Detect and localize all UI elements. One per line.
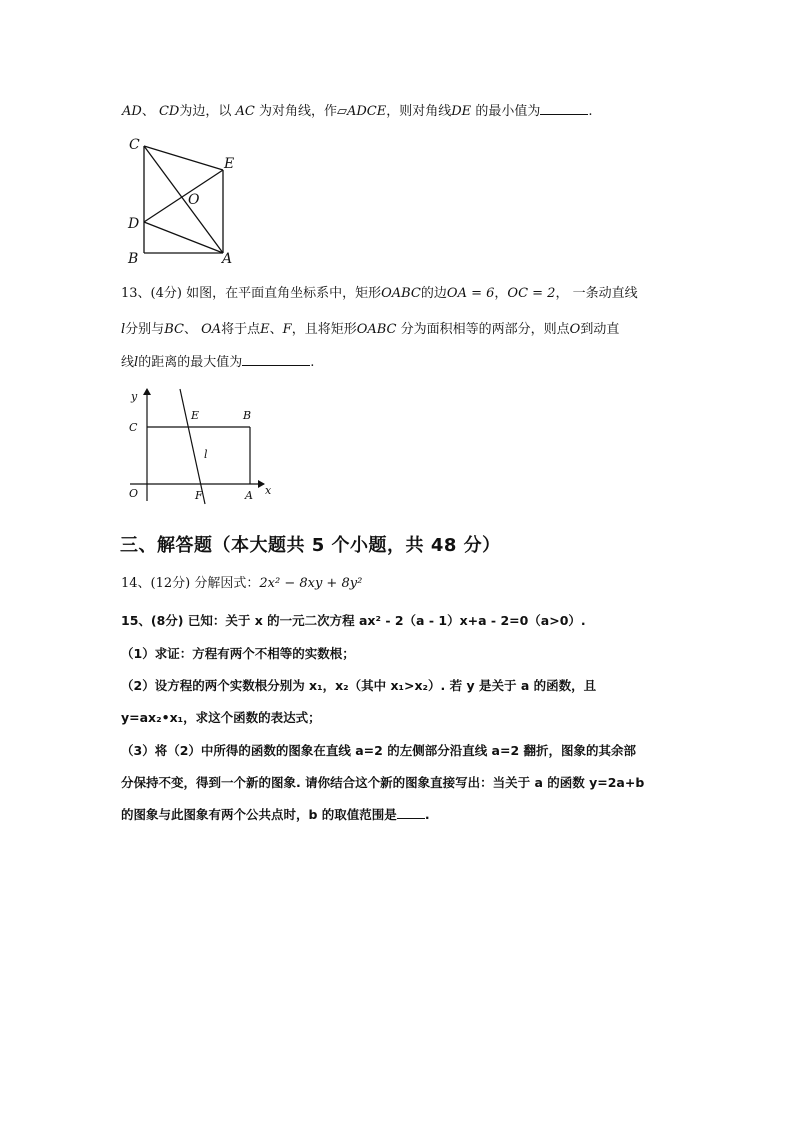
text: 、 xyxy=(183,322,197,337)
math-OA: OA = 6 xyxy=(446,286,495,301)
math-O: O xyxy=(569,322,581,337)
section-heading: 三、解答题（本大题共 5 个小题，共 48 分） xyxy=(120,535,501,556)
math-F: F xyxy=(282,322,292,337)
q15-line-2: （1）求证：方程有两个不相等的实数根； xyxy=(121,646,355,661)
q15-line-6: 分保持不变，得到一个新的图象. 请你结合这个新的图象直接写出：当关于 a 的函数 y=2a+b xyxy=(121,775,645,790)
math-OABC: OABC xyxy=(381,286,421,301)
text: 将于点 xyxy=(221,322,261,337)
q15-line-5: （3）将（2）中所得的函数的图象在直线 a=2 的左侧部分沿直线 a=2 翻折，图象的其余部 xyxy=(121,743,637,758)
answer-blank xyxy=(540,101,588,115)
text: ，且将矩形 xyxy=(291,322,357,337)
text: 的图象与此图象有两个公共点时，b 的取值范围是 xyxy=(121,807,397,822)
math-AC: AC xyxy=(235,104,255,119)
answer-blank xyxy=(242,352,310,366)
label-F: F xyxy=(195,489,203,502)
text: 、 xyxy=(269,322,283,337)
q14-expression: 2x² − 8xy + 8y² xyxy=(259,576,363,591)
q14-line xyxy=(121,574,362,594)
label-l: l xyxy=(204,448,208,461)
label-y: y xyxy=(131,390,138,403)
q14-prefix: 14、(12分) 分解因式： xyxy=(121,576,260,591)
q15-line-3: （2）设方程的两个实数根分别为 x₁，x₂（其中 x₁>x₂）. 若 y 是关于 a 的函数，且 xyxy=(121,678,597,693)
text: 到动直 xyxy=(580,322,620,337)
line-CE xyxy=(144,146,223,170)
label-E: E xyxy=(191,409,200,422)
text: 分为面积相等的两部分，则点 xyxy=(400,322,570,337)
math-OC: OC = 2 xyxy=(507,286,556,301)
label-C: C xyxy=(129,421,138,434)
sep: 、 xyxy=(141,104,155,119)
period: . xyxy=(588,104,593,119)
label-O: O xyxy=(129,487,139,500)
math-E: E xyxy=(260,322,270,337)
math-CD: CD xyxy=(158,104,180,119)
text: ，则对角线 xyxy=(386,104,452,119)
period: . xyxy=(310,355,315,370)
dynamic-line-l xyxy=(180,389,205,504)
math-OA: OA xyxy=(201,322,222,337)
figure-rectangle-coordinate xyxy=(120,383,280,505)
math-l: l xyxy=(134,355,139,370)
math-OABC: OABC xyxy=(356,322,397,337)
math-BC: BC xyxy=(164,322,184,337)
text: 为对角线，作▱ xyxy=(258,104,347,119)
label-B: B xyxy=(243,409,252,422)
text: 分别与 xyxy=(125,322,165,337)
q12-text-line xyxy=(122,101,592,122)
text: 的最小值为 xyxy=(475,104,541,119)
q13-prefix: 13、(4分) 如图，在平面直角坐标系中，矩形 xyxy=(121,286,382,301)
text: 的边 xyxy=(420,286,447,301)
q13-line-3 xyxy=(121,352,314,373)
label-x: x xyxy=(265,484,272,497)
text: ， 一条动直线 xyxy=(555,286,638,301)
answer-blank xyxy=(397,805,425,819)
text: 的距离的最大值为 xyxy=(138,355,243,370)
label-E: E xyxy=(224,156,235,172)
math-l: l xyxy=(121,322,126,337)
label-A: A xyxy=(245,489,253,502)
math-AD: AD xyxy=(122,104,142,119)
math-ADCE: ADCE xyxy=(346,104,387,119)
q13-line-2 xyxy=(121,320,619,340)
comma: ， xyxy=(494,286,508,301)
math-DE: DE xyxy=(451,104,472,119)
label-D: D xyxy=(128,216,140,232)
label-O: O xyxy=(188,192,200,208)
text: 线 xyxy=(121,355,135,370)
figure-parallelogram xyxy=(120,130,245,270)
q13-line-1 xyxy=(121,284,638,304)
line-DE xyxy=(144,170,223,222)
label-C: C xyxy=(129,137,140,153)
period: . xyxy=(424,807,430,822)
text: 为边，以 xyxy=(179,104,232,119)
q15-line-1: 15、(8分) 已知：关于 x 的一元二次方程 ax² - 2（a - 1）x+a - 2=0（a>0）. xyxy=(121,613,586,628)
label-A: A xyxy=(222,251,233,267)
label-B: B xyxy=(128,251,139,267)
q15-line-7 xyxy=(121,805,430,823)
q15-line-4: y=ax₂•x₁，求这个函数的表达式； xyxy=(121,710,321,725)
